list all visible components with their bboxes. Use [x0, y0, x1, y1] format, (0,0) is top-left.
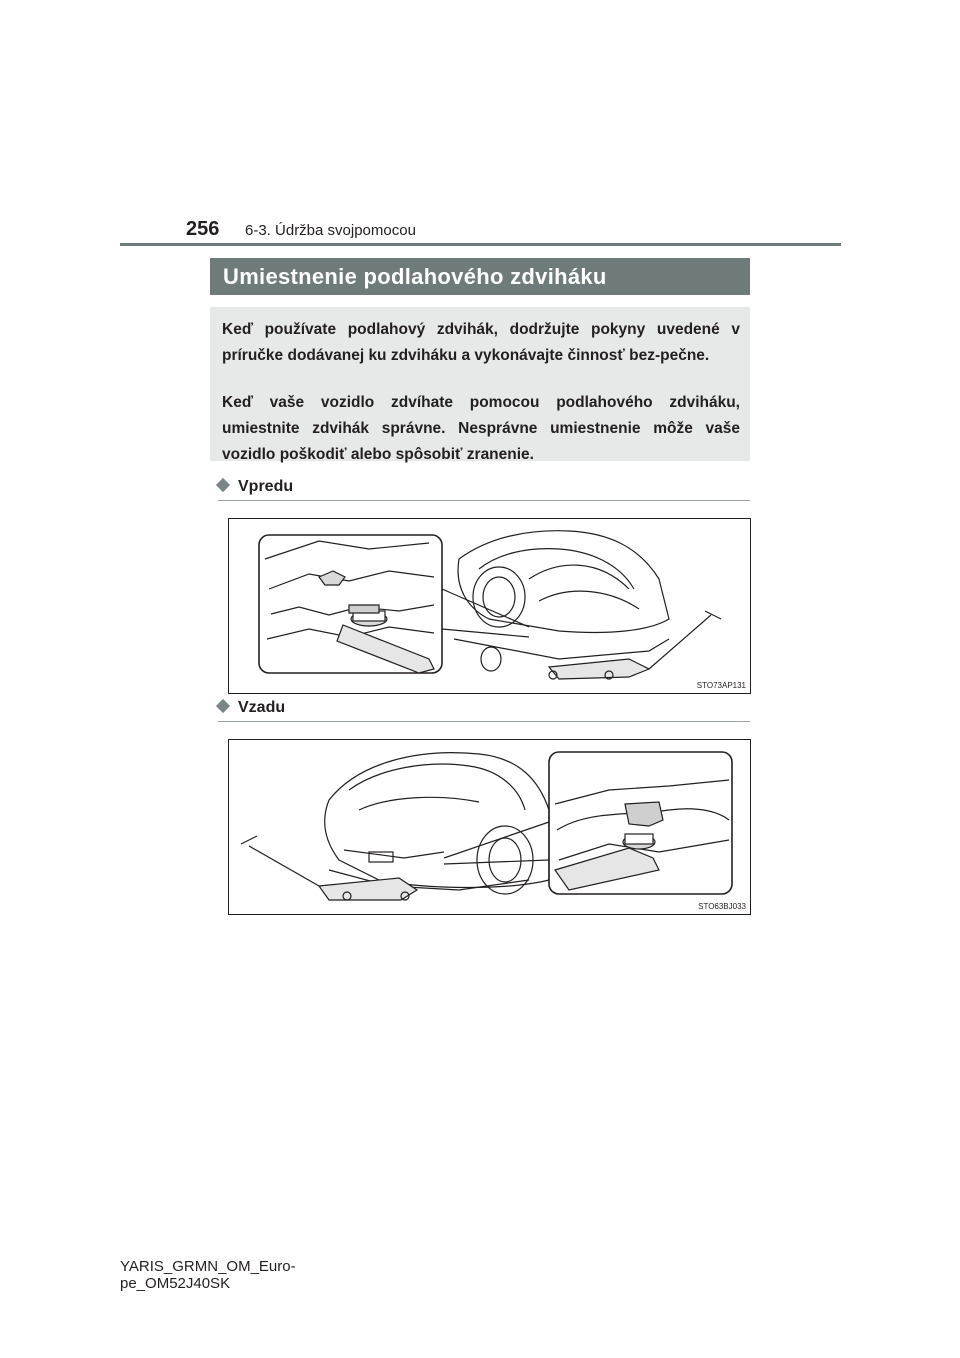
subheading-rear-label: Vzadu [238, 699, 286, 716]
rear-jack-illustration [229, 740, 750, 914]
intro-box [210, 307, 750, 461]
diamond-bullet-icon [216, 478, 230, 492]
diamond-bullet-icon [216, 699, 230, 713]
subheading-front [218, 478, 293, 496]
intro-paragraph-1: Keď používate podlahový zdvihák, dodržujte pokyny uvedené v príručke dodávanej ku zdviháku a vykonávajte činnosť bez-pečne. [222, 321, 740, 364]
section-path: 6-3. Údržba svojpomocou [245, 222, 416, 239]
figure-rear-code: STO63BJ033 [698, 902, 746, 911]
subheading-front-rule [218, 500, 750, 501]
subheading-rear-rule [218, 721, 750, 722]
page-title: Umiestnenie podlahového zdviháku [223, 264, 607, 289]
subheading-front-label: Vpredu [238, 478, 294, 495]
footer-doc-id [120, 1258, 296, 1292]
front-jack-illustration [229, 519, 750, 693]
page-number: 256 [186, 218, 220, 240]
footer-line-2: pe_OM52J40SK [120, 1275, 231, 1292]
intro-paragraph-2: Keď vaše vozidlo zdvíhate pomocou podlahového zdviháku, umiestnite zdvihák správne. Nesprávne umiestnenie môže vaše vozidlo poškodiť alebo spôsobiť zranenie. [222, 394, 740, 463]
figure-front-code: STO73AP131 [696, 681, 746, 690]
footer-line-1: YARIS_GRMN_OM_Euro- [120, 1258, 296, 1275]
figure-front-jack-position [228, 518, 751, 694]
header-divider [120, 243, 841, 246]
figure-rear-jack-position [228, 739, 751, 915]
subheading-rear [218, 699, 285, 717]
title-banner [210, 258, 750, 295]
